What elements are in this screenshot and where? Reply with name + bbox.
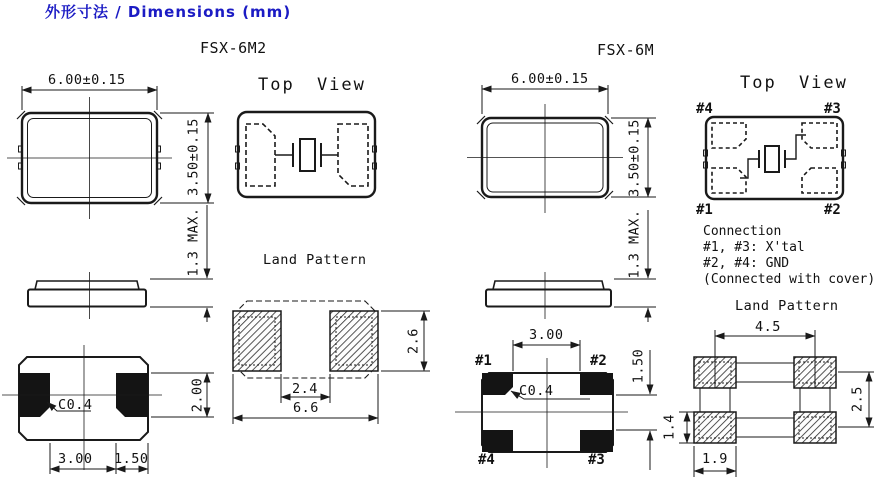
fsx6m2-top-view-label: Top View [258, 75, 366, 95]
fsx6m2-dim-gap: 3.00 [58, 451, 93, 467]
fsx6m-top-view-drawing [704, 117, 846, 199]
fsx6m-dim-gap-h: 3.00 [529, 327, 564, 343]
fsx6m-top-pin-br: #2 [824, 202, 841, 218]
connection-heading: Connection [703, 224, 782, 239]
fsx6m-bottom-pin-tl: #1 [475, 353, 492, 369]
fsx6m-top-pin-bl: #1 [696, 202, 713, 218]
fsx6m-dim-gap-v: 1.50 [630, 348, 647, 384]
fsx6m-bottom-pin-bl: #4 [478, 452, 495, 468]
fsx6m-top-view-label: Top View [740, 73, 848, 93]
fsx6m2-land-pattern-drawing [233, 301, 430, 424]
fsx6m-dim-width: 6.00±0.15 [511, 71, 589, 87]
fsx6m-bottom-pin-tr: #2 [590, 353, 607, 369]
fsx6m-land-dim-pad-h: 1.4 [661, 414, 678, 440]
fsx6m2-bottom-view [2, 345, 214, 474]
fsx6m2-dim-height: 3.50±0.15 [185, 118, 202, 196]
fsx6m2-front-view [7, 86, 214, 219]
fsx6m-dim-height: 3.50±0.15 [626, 119, 643, 197]
fsx6m2-dim-width: 6.00±0.15 [48, 72, 126, 88]
fsx6m2-top-view-drawing [236, 112, 377, 197]
fsx6m2-land-pattern-label: Land Pattern [263, 252, 367, 268]
page-title: 外形寸法 / Dimensions (mm) [45, 3, 292, 21]
connection-xtal-pins: #1, #3: X'tal [703, 240, 805, 255]
connection-gnd-pins: #2, #4: GND [703, 256, 790, 271]
fsx6m2-title: FSX-6M2 [200, 39, 267, 57]
fsx6m2-chamfer-note: C0.4 [58, 397, 93, 413]
fsx6m-top-pin-tl: #4 [696, 101, 713, 117]
fsx6m-bottom-pin-br: #3 [588, 452, 605, 468]
fsx6m2-dim-pad-height: 2.00 [189, 377, 206, 413]
fsx6m-top-pin-tr: #3 [824, 101, 841, 117]
fsx6m2-dim-thickness: 1.3 MAX. [185, 207, 202, 277]
fsx6m2-land-dim-overall: 6.6 [293, 400, 319, 416]
fsx6m-title: FSX-6M [597, 41, 655, 59]
fsx6m-land-dim-pitch-v: 2.5 [849, 386, 866, 412]
fsx6m-chamfer-note: C0.4 [519, 383, 554, 399]
connection-cover-note: (Connected with cover) [703, 272, 876, 287]
fsx6m2-dim-pad-width: 1.50 [114, 451, 149, 467]
fsx6m-dim-thickness: 1.3 MAX. [626, 209, 643, 279]
fsx6m2-land-dim-inner: 2.4 [292, 381, 318, 397]
fsx6m-land-pattern-label: Land Pattern [735, 298, 839, 314]
fsx6m-land-dim-pitch-h: 4.5 [755, 319, 781, 335]
fsx6m2-land-dim-height: 2.6 [405, 328, 422, 354]
fsx6m-land-dim-pad-w: 1.9 [702, 451, 728, 467]
